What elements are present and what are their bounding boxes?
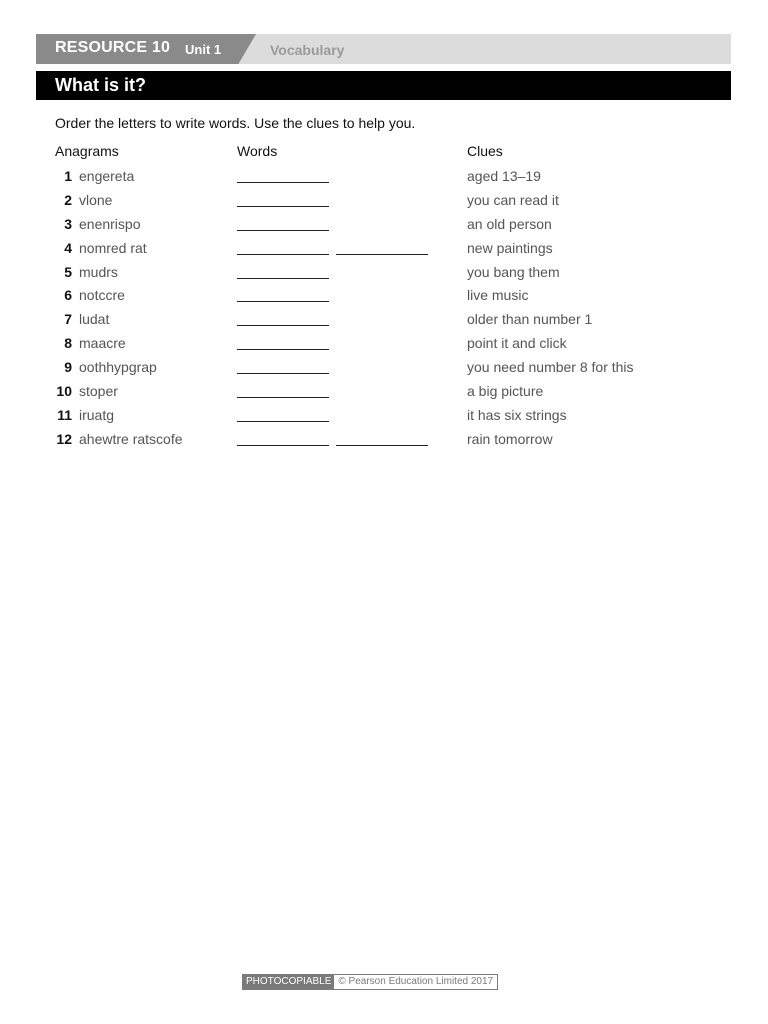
item-number: 7: [64, 311, 72, 328]
anagram: ludat: [79, 311, 110, 328]
item-number: 5: [64, 263, 72, 280]
anagram: notccre: [79, 287, 125, 304]
clue: rain tomorrow: [467, 430, 553, 447]
anagram: stoper: [79, 383, 118, 400]
footer: [242, 974, 498, 990]
anagram: iruatg: [79, 406, 115, 423]
column-header-clues: Clues: [467, 143, 503, 159]
item-number: 9: [64, 359, 72, 376]
column-header-words: Words: [237, 143, 278, 159]
exercise-row: [0, 357, 768, 381]
item-number: 8: [64, 335, 72, 352]
answer-line[interactable]: [237, 421, 329, 422]
anagram: oothhypgrap: [79, 359, 157, 376]
item-number: 1: [64, 168, 72, 184]
anagram: maacre: [79, 335, 126, 352]
answer-line[interactable]: [237, 278, 329, 279]
anagram: nomred rat: [79, 239, 147, 256]
unit-label: Unit 1: [185, 42, 222, 57]
answer-line[interactable]: [237, 445, 329, 446]
section-label: Vocabulary: [270, 42, 345, 58]
answer-line[interactable]: [237, 182, 329, 183]
answer-line[interactable]: [237, 301, 329, 302]
exercise-row: [0, 166, 768, 190]
page-title: What is it?: [55, 75, 146, 95]
answer-line[interactable]: [237, 230, 329, 231]
clue: point it and click: [467, 335, 567, 352]
clue: you need number 8 for this: [467, 359, 634, 376]
exercise-row: [0, 190, 768, 214]
exercise-row: [0, 214, 768, 238]
answer-line[interactable]: [237, 325, 329, 326]
item-number: 6: [64, 287, 72, 304]
instructions: Order the letters to write words. Use the clues to help you.: [55, 115, 416, 131]
exercise-row: [0, 429, 768, 453]
exercise-list: [0, 166, 768, 453]
photocopiable-label: PHOTOCOPIABLE: [243, 975, 334, 989]
clue: you bang them: [467, 263, 560, 280]
answer-line[interactable]: [237, 254, 329, 255]
exercise-row: [0, 309, 768, 333]
resource-label: RESOURCE 10: [55, 39, 171, 56]
answer-line[interactable]: [237, 397, 329, 398]
clue: it has six strings: [467, 406, 567, 423]
answer-line[interactable]: [237, 373, 329, 374]
answer-line[interactable]: [237, 206, 329, 207]
anagram: mudrs: [79, 263, 118, 280]
answer-line-second-word[interactable]: [336, 254, 428, 255]
exercise-row: [0, 405, 768, 429]
exercise-row: [0, 262, 768, 286]
clue: you can read it: [467, 191, 559, 208]
item-number: 4: [64, 239, 72, 256]
anagram: ahewtre ratscofe: [79, 430, 183, 447]
item-number: 2: [64, 191, 72, 208]
clue: live music: [467, 287, 529, 304]
exercise-row: [0, 285, 768, 309]
column-header-anagrams: Anagrams: [55, 143, 119, 159]
exercise-row: [0, 333, 768, 357]
exercise-row: [0, 238, 768, 262]
item-number: 10: [56, 383, 72, 400]
clue: older than number 1: [467, 311, 593, 328]
item-number: 12: [56, 430, 72, 447]
copyright-notice: © Pearson Education Limited 2017: [338, 976, 494, 987]
clue: aged 13–19: [467, 168, 541, 184]
exercise-row: [0, 381, 768, 405]
clue: new paintings: [467, 239, 553, 256]
item-number: 3: [64, 215, 72, 232]
anagram: engereta: [79, 168, 135, 184]
answer-line[interactable]: [237, 349, 329, 350]
item-number: 11: [57, 406, 72, 423]
clue: an old person: [467, 215, 552, 232]
clue: a big picture: [467, 383, 544, 400]
anagram: enenrispo: [79, 215, 141, 232]
anagram: vlone: [79, 191, 113, 208]
answer-line-second-word[interactable]: [336, 445, 428, 446]
